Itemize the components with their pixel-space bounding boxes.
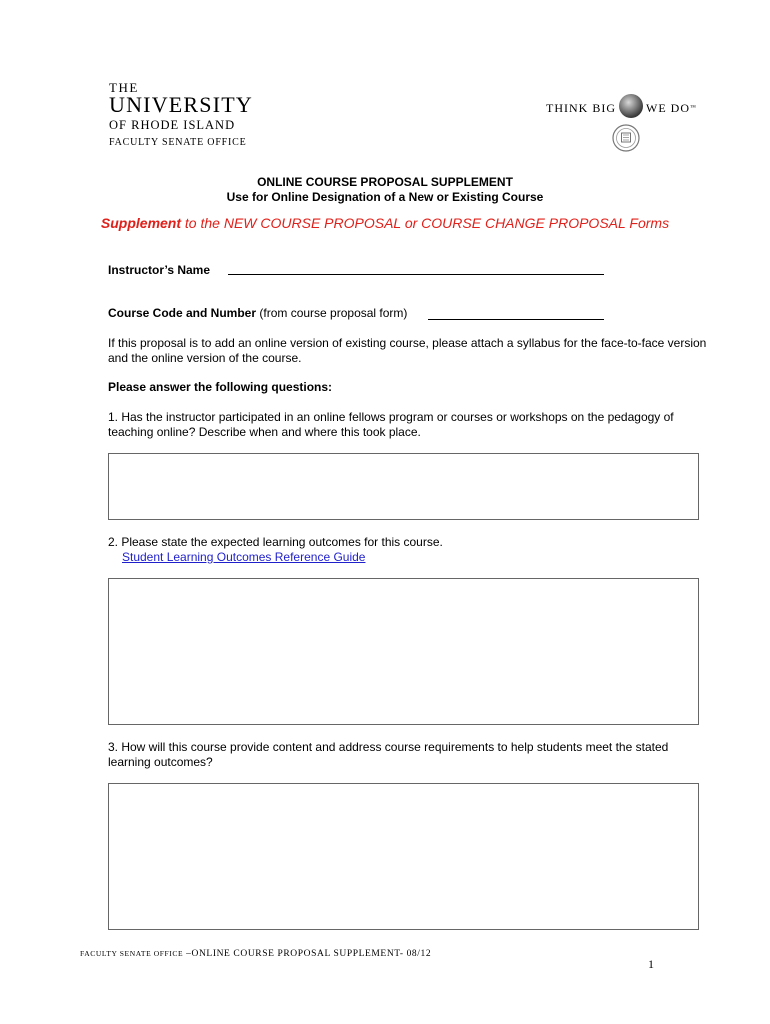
supplement-bold: Supplement	[100, 215, 182, 231]
course-row	[108, 306, 407, 320]
logo-the: THE	[109, 80, 139, 95]
course-code-field[interactable]	[428, 307, 604, 320]
course-label: Course Code and Number	[108, 306, 257, 320]
learning-outcomes-guide-link[interactable]: Student Learning Outcomes Reference Guide	[122, 550, 366, 564]
footer-office: FACULTY SENATE OFFICE	[80, 949, 184, 958]
questions-heading: Please answer the following questions:	[108, 380, 333, 394]
answer-box-3[interactable]	[108, 783, 699, 930]
question-1: 1. Has the instructor participated in an online fellows program or courses or workshops on the pedagogy of teaching online? Describe when and where this took place.	[108, 410, 674, 439]
answer-box-2[interactable]	[108, 578, 699, 725]
logo-university: UNIVERSITY	[109, 92, 253, 117]
supplement-note	[0, 215, 770, 231]
trademark: ™	[690, 105, 697, 111]
tagline	[546, 100, 697, 116]
logo-office: FACULTY SENATE OFFICE	[109, 137, 247, 148]
question-3: 3. How will this course provide content and address course requirements to help students meet the stated learning outcomes?	[108, 740, 669, 769]
university-seal-icon	[612, 124, 640, 152]
instructor-row	[108, 261, 210, 279]
footer	[80, 949, 431, 959]
attach-note: If this proposal is to add an online version of existing course, please attach a syllabus for the face-to-face version and the online version of the course.	[108, 336, 707, 365]
logo-rhode-island: OF RHODE ISLAND	[109, 118, 236, 132]
instructor-label: Instructor’s Name	[108, 263, 211, 277]
tagline-left: THINK BIG	[546, 100, 616, 115]
tagline-right: WE DO	[646, 100, 690, 115]
page-number: 1	[648, 957, 654, 971]
question-2: 2. Please state the expected learning outcomes for this course.	[108, 535, 443, 549]
supplement-rest: to the NEW COURSE PROPOSAL or COURSE CHANGE PROPOSAL Forms	[181, 215, 670, 231]
form-title: ONLINE COURSE PROPOSAL SUPPLEMENT	[257, 175, 513, 189]
answer-box-1[interactable]	[108, 453, 699, 520]
footer-doc: –ONLINE COURSE PROPOSAL SUPPLEMENT- 08/12	[183, 949, 432, 959]
globe-icon	[619, 94, 643, 118]
course-hint: (from course proposal form)	[256, 306, 408, 320]
form-subtitle: Use for Online Designation of a New or Existing Course	[226, 190, 544, 204]
instructor-name-field[interactable]	[228, 262, 604, 275]
